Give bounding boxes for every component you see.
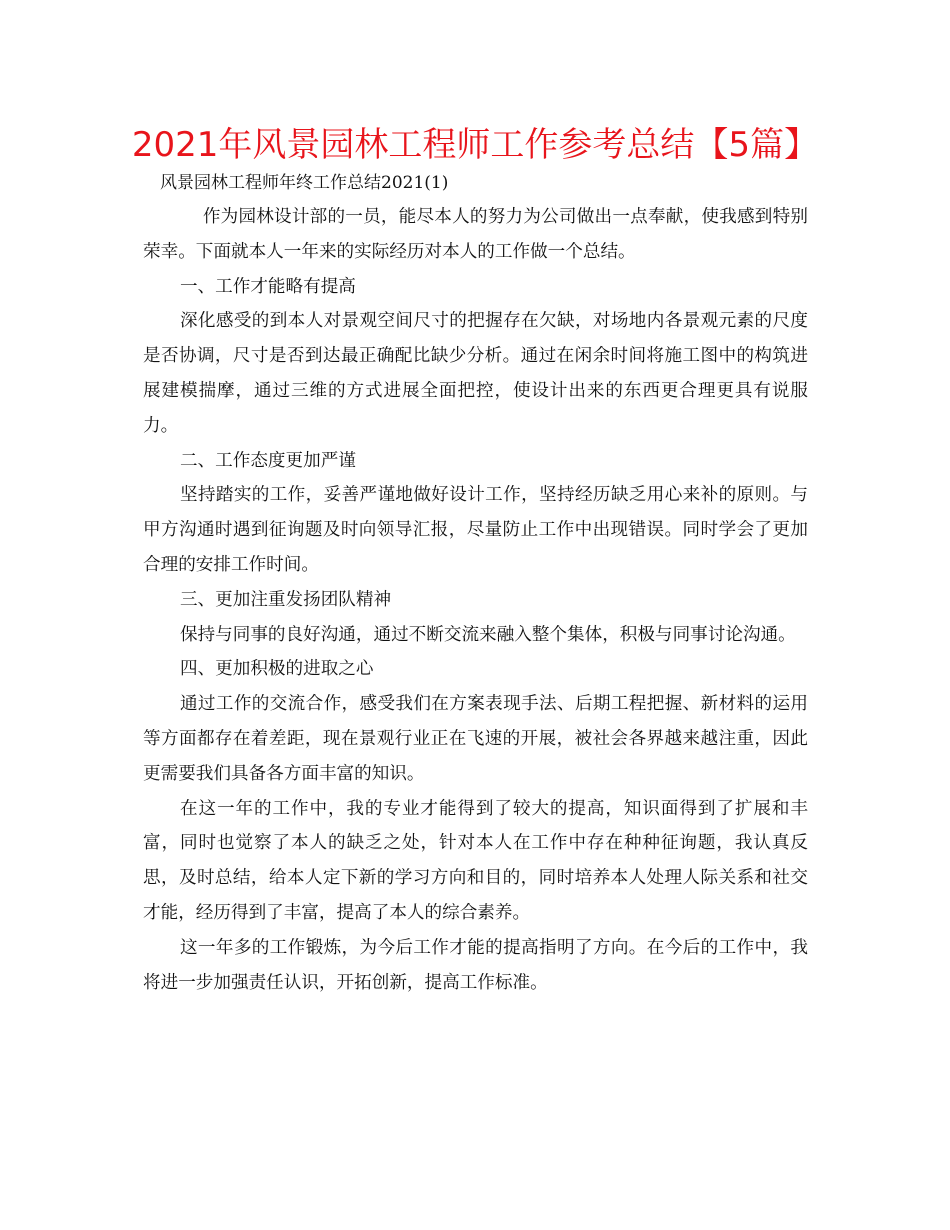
paragraph-5: 在这一年的工作中，我的专业才能得到了较大的提高，知识面得到了扩展和丰富，同时也觉察了本人的缺乏之处，针对本人在工作中存在种种征询题，我认真反思，及时总结，给本人定下新的学习方向和目的，同时培养本人处理人际关系和社交才能，经历得到了丰富，提高了本人的综合素养。	[143, 798, 808, 923]
document-subtitle: 风景园林工程师年终工作总结2021(1)	[160, 173, 449, 193]
paragraph-intro: 作为园林设计部的一员，能尽本人的努力为公司做出一点奉献，使我感到特别荣幸。下面就本人一年来的实际经历对本人的工作做一个总结。	[143, 207, 808, 262]
paragraph-1: 深化感受的到本人对景观空间尺寸的把握存在欠缺，对场地内各景观元素的尺度是否协调，尺寸是否到达最正确配比缺少分析。通过在闲余时间将施工图中的构筑进展建模揣摩，通过三维的方式进展全面把控，使设计出来的东西更合理更具有说服力。	[143, 311, 808, 436]
section-heading-3: 三、更加注重发扬团队精神	[179, 589, 392, 610]
section-heading-4: 四、更加积极的进取之心	[179, 659, 374, 680]
paragraph-4: 通过工作的交流合作，感受我们在方案表现手法、后期工程把握、新材料的运用等方面都存在着差距，现在景观行业正在飞速的开展，被社会各界越来越注重，因此更需要我们具备各方面丰富的知识。	[143, 694, 808, 784]
section-heading-1: 一、工作才能略有提高	[179, 276, 356, 297]
section-heading-2: 二、工作态度更加严谨	[179, 450, 356, 471]
paragraph-2: 坚持踏实的工作，妥善严谨地做好设计工作，坚持经历缺乏用心来补的原则。与甲方沟通时遇到征询题及时向领导汇报，尽量防止工作中出现错误。同时学会了更加合理的安排工作时间。	[143, 485, 808, 575]
document-body	[143, 200, 808, 1000]
paragraph-6: 这一年多的工作锻炼，为今后工作才能的提高指明了方向。在今后的工作中，我将进一步加强责任认识，开拓创新，提高工作标准。	[143, 937, 808, 993]
document-title: 2021年风景园林工程师工作参考总结【5篇】	[131, 125, 819, 165]
paragraph-3: 保持与同事的良好沟通，通过不断交流来融入整个集体，积极与同事讨论沟通。	[179, 624, 796, 645]
